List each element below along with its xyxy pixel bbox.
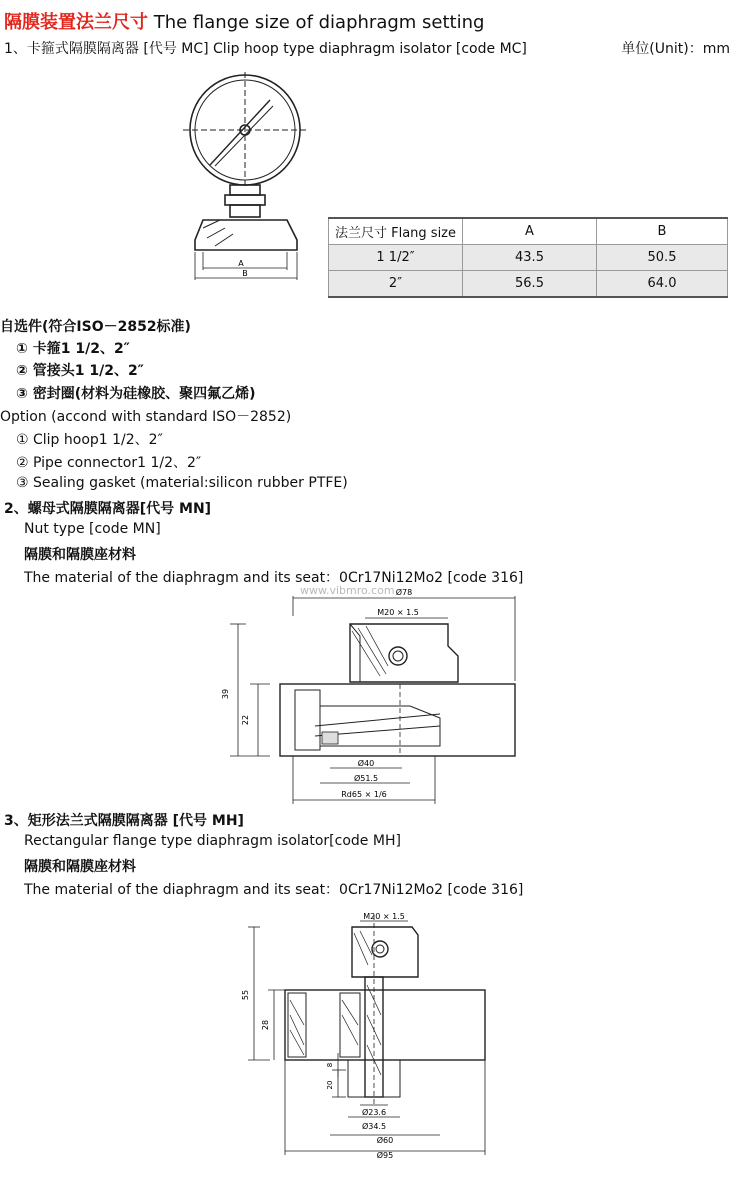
dim-h22: 22 [241,714,250,726]
table-cell: 56.5 [463,271,597,298]
table-header-cell: B [597,218,728,245]
dim-d60: Ø60 [376,1136,394,1145]
options-en-item: ② Pipe connector1 1/2、2″ [16,455,202,471]
diagram-label-a: A [238,259,244,268]
watermark: www.vibmro.com [300,584,395,597]
table-header-cell: 法兰尺寸 Flang size [329,218,463,245]
options-cn-item: ① 卡箍1 1/2、2″ [16,341,130,357]
dim-rd65: Rd65 × 1/6 [341,790,387,799]
section3-en: Rectangular flange type diaphragm isolator[code MH] [24,833,401,849]
section2-heading: 2、螺母式隔膜隔离器[代号 MN] [4,501,212,517]
rectangular-flange-diagram [240,905,500,1160]
dim-h8: 8 [326,1062,334,1068]
dim-d236: Ø23.6 [361,1108,387,1117]
table-cell: 43.5 [463,245,597,271]
flange-size-table [328,217,728,298]
dim-d78: Ø78 [395,588,413,597]
dim-d515: Ø51.5 [353,774,379,783]
dim-h28: 28 [261,1019,270,1031]
section3-material-cn: 隔膜和隔膜座材料 [24,859,136,875]
options-cn-item: ③ 密封圈(材料为硅橡胶、聚四氟乙烯) [16,386,256,402]
options-en-item: ① Clip hoop1 1/2、2″ [16,432,163,448]
table-cell: 64.0 [597,271,728,298]
clip-hoop-gauge-diagram [175,70,325,300]
section3-material-en: The material of the diaphragm and its seat：0Cr17Ni12Mo2 [code 316] [24,882,524,898]
section2-material-cn: 隔膜和隔膜座材料 [24,547,136,563]
dim-h20: 20 [326,1080,334,1090]
options-cn-item: ② 管接头1 1/2、2″ [16,363,144,379]
section2-en: Nut type [code MN] [24,521,161,537]
title-cn: 隔膜装置法兰尺寸 [4,12,148,33]
table-row [329,245,728,271]
title-en: The flange size of diaphragm setting [153,12,485,33]
options-en-heading: Option (accond with standard ISO－2852) [0,409,292,425]
section2-material-en: The material of the diaphragm and its seat：0Cr17Ni12Mo2 [code 316] [24,570,524,586]
dim-h39: 39 [221,688,230,700]
diagram-label-b: B [242,269,248,278]
section1-heading: 1、卡箍式隔膜隔离器 [代号 MC] Clip hoop type diaphragm isolator [code MC] [4,41,527,57]
options-cn-heading: 自选件(符合ISO－2852标准) [0,319,191,335]
dim-m20: M20 × 1.5 [363,912,405,921]
table-cell: 2″ [329,271,463,298]
dim-d95: Ø95 [376,1151,394,1160]
table-header-row [329,218,728,245]
table-header-cell: A [463,218,597,245]
unit-label: 单位(Unit)：mm [621,41,730,57]
dim-m20: M20 × 1.5 [377,608,419,617]
table-cell: 1 1/2″ [329,245,463,271]
dim-h55: 55 [241,989,250,1001]
table-cell: 50.5 [597,245,728,271]
options-en-item: ③ Sealing gasket (material:silicon rubber PTFE) [16,475,348,491]
table-row [329,271,728,298]
nut-type-diagram [210,586,530,806]
page-title [4,8,484,34]
dim-d345: Ø34.5 [361,1122,387,1131]
dim-d40: Ø40 [357,759,375,768]
section3-heading: 3、矩形法兰式隔膜隔离器 [代号 MH] [4,813,244,829]
